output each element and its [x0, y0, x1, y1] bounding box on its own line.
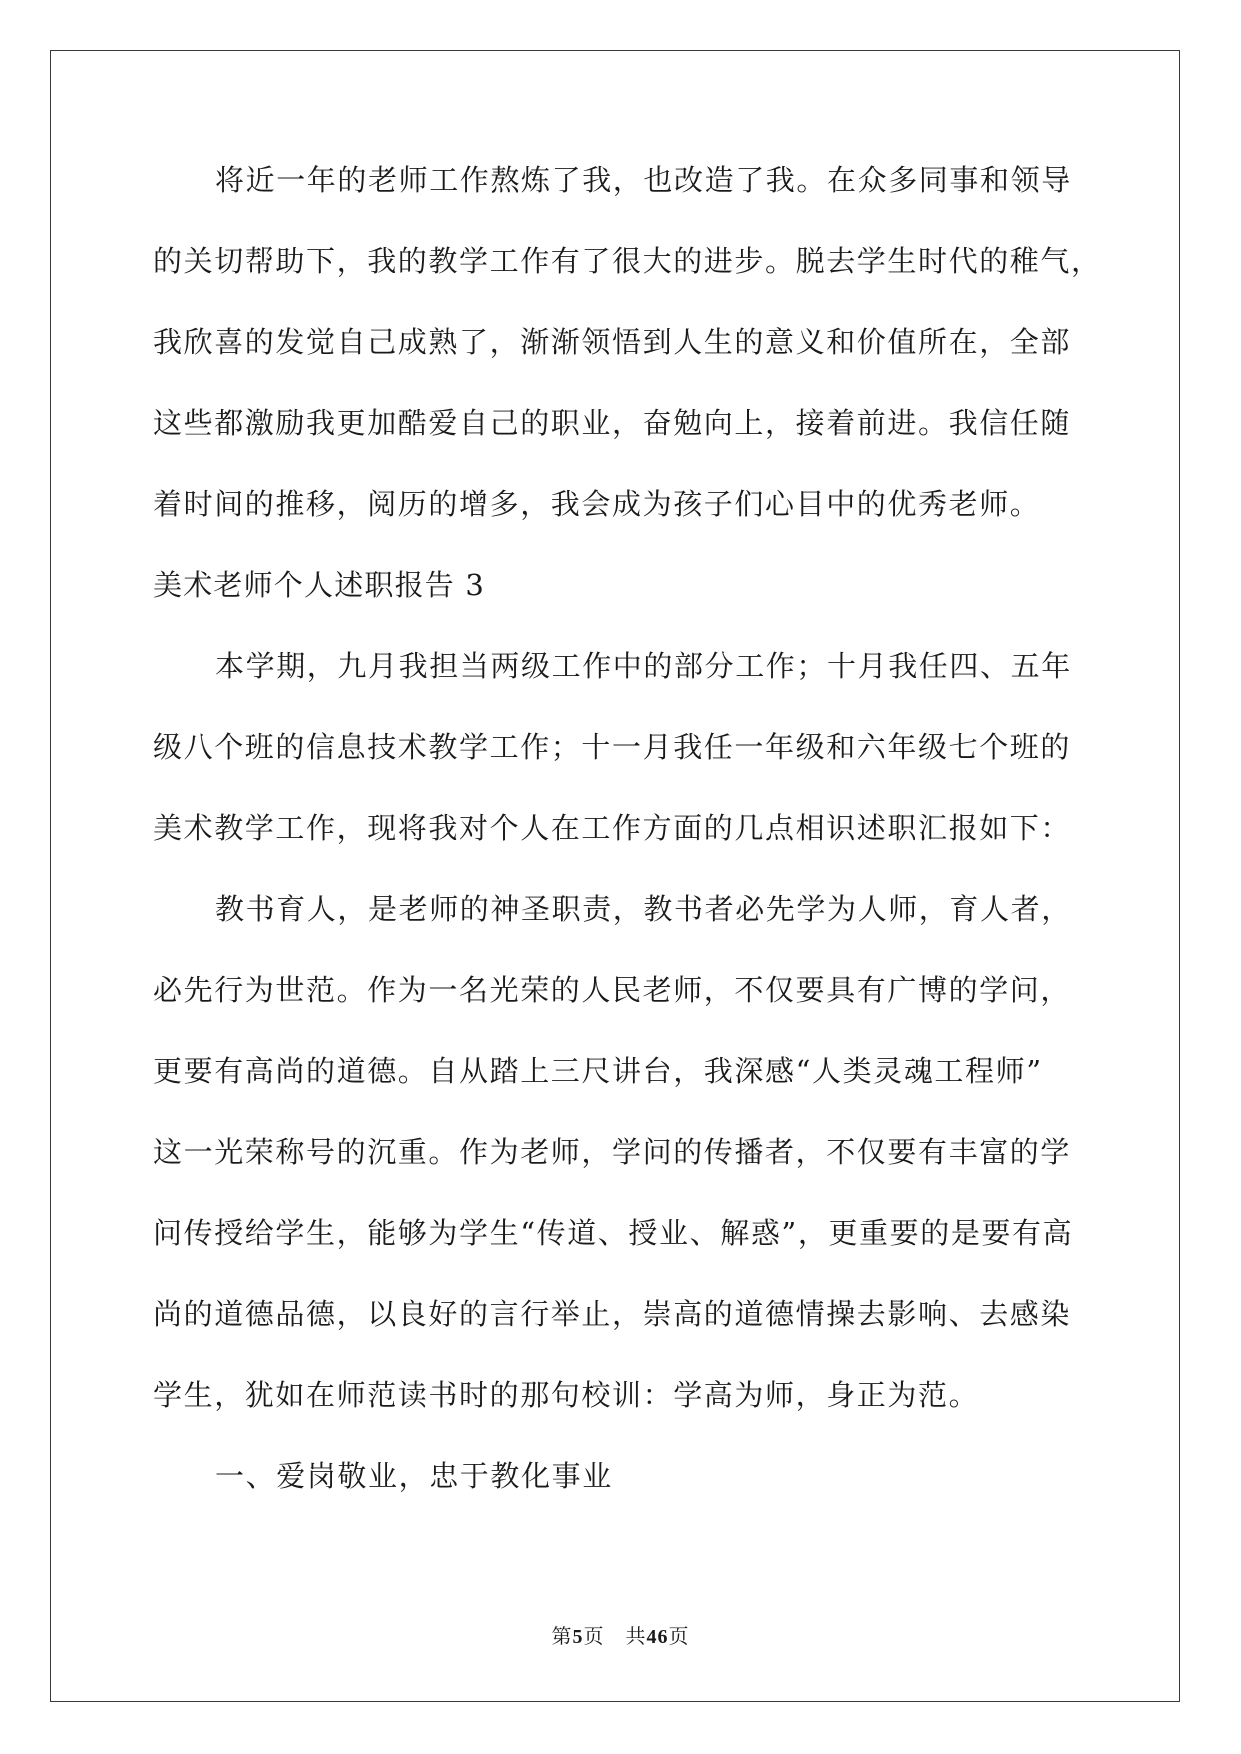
- footer-page-prefix: 第: [551, 1624, 573, 1648]
- paragraph-3-line-5: 问传授给学生，能够为学生“传道、授业、解惑”，更重要的是要有高: [153, 1216, 1074, 1250]
- document-body: [153, 160, 1102, 1537]
- paragraph-3-line-3: 更要有高尚的道德。自从踏上三尺讲台，我深感“人类灵魂工程师”: [153, 1054, 1043, 1088]
- section-heading: 美术老师个人述职报告 3: [153, 568, 486, 602]
- paragraph-1-line-4: 这些都激励我更加酷爱自己的职业，奋勉向上，接着前进。我信任随: [153, 406, 1072, 440]
- paragraph-3-line-1: 教书育人，是老师的神圣职责，教书者必先学为人师，育人者，: [215, 892, 1072, 926]
- paragraph-3-line-2: 必先行为世范。作为一名光荣的人民老师，不仅要具有广博的学问，: [153, 973, 1072, 1007]
- footer-page-suffix: 页: [668, 1624, 690, 1648]
- page-footer: [0, 1620, 1241, 1649]
- footer-current-page: 5: [572, 1626, 584, 1648]
- paragraph-2-line-2: 级八个班的信息技术教学工作；十一月我任一年级和六年级七个班的: [153, 730, 1072, 764]
- paragraph-3-line-6: 尚的道德品德，以良好的言行举止，崇高的道德情操去影响、去感染: [153, 1297, 1072, 1331]
- paragraph-2-line-1: 本学期，九月我担当两级工作中的部分工作；十月我任四、五年: [215, 649, 1072, 683]
- subsection-heading: 一、爱岗敬业，忠于教化事业: [215, 1459, 613, 1493]
- paragraph-2-line-3: 美术教学工作，现将我对个人在工作方面的几点相识述职汇报如下：: [153, 811, 1072, 845]
- paragraph-1-line-2: 的关切帮助下，我的教学工作有了很大的进步。脱去学生时代的稚气，: [153, 244, 1102, 278]
- footer-total-pages: 46: [646, 1626, 669, 1648]
- paragraph-1-line-1: 将近一年的老师工作熬炼了我，也改造了我。在众多同事和领导: [215, 163, 1072, 197]
- paragraph-3-line-4: 这一光荣称号的沉重。作为老师，学问的传播者，不仅要有丰富的学: [153, 1135, 1072, 1169]
- footer-page-middle: 页 共: [583, 1624, 647, 1648]
- paragraph-1-line-5: 着时间的推移，阅历的增多，我会成为孩子们心目中的优秀老师。: [153, 487, 1041, 521]
- paragraph-3-line-7: 学生，犹如在师范读书时的那句校训：学高为师，身正为范。: [153, 1378, 980, 1412]
- paragraph-1-line-3: 我欣喜的发觉自己成熟了，渐渐领悟到人生的意义和价值所在，全部: [153, 325, 1072, 359]
